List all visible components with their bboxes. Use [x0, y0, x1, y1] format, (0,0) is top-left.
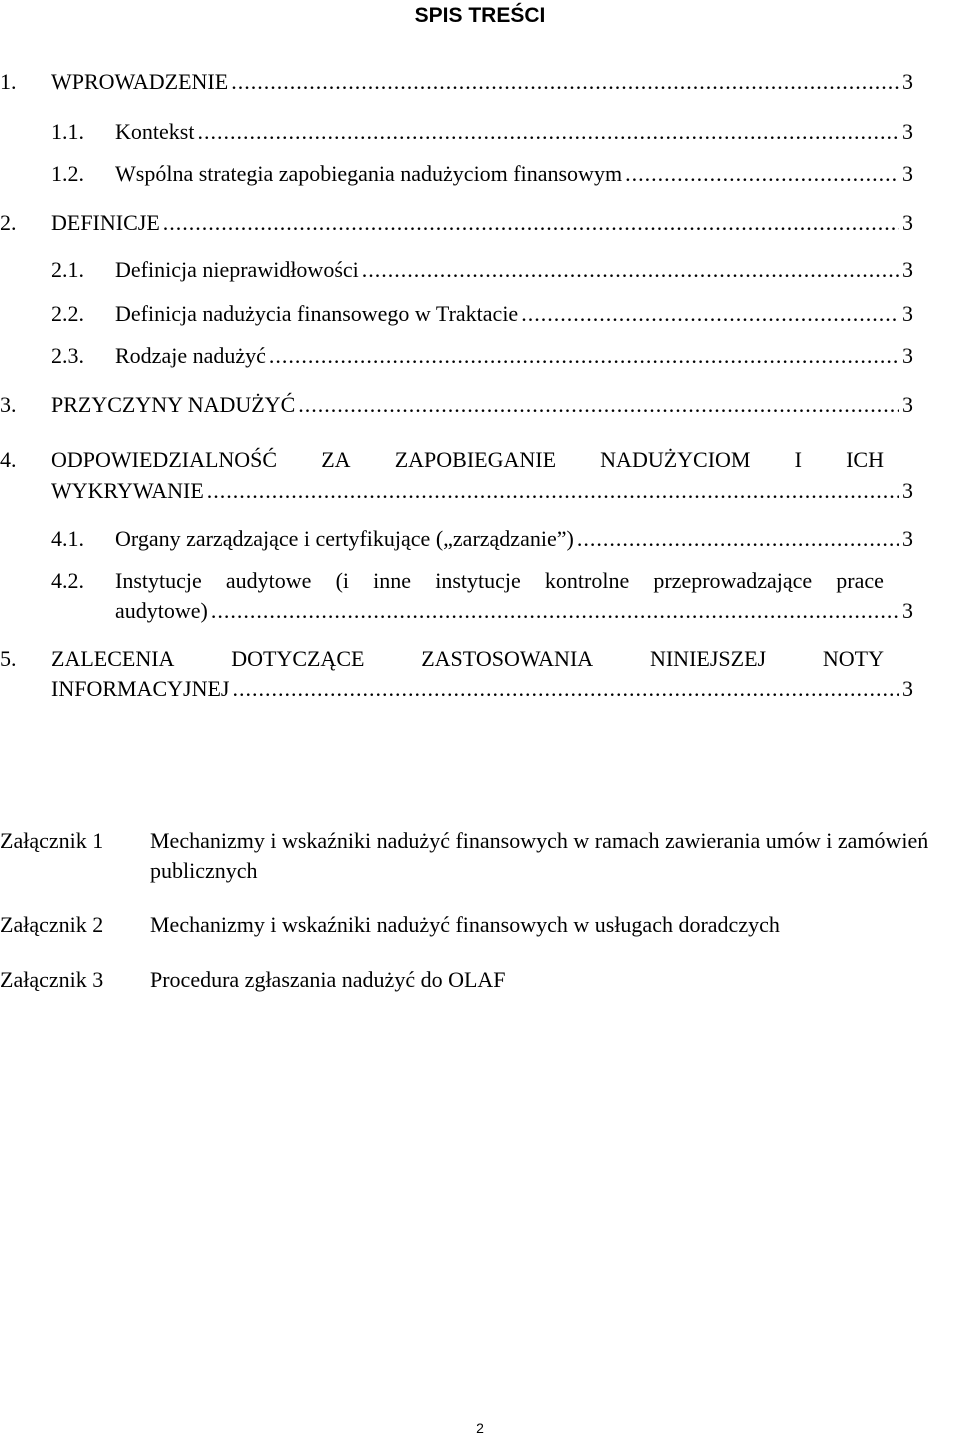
leader-dots: [298, 391, 899, 419]
toc-entry-2-3[interactable]: [51, 342, 913, 370]
toc-entry-number: 3.: [0, 392, 17, 417]
toc-entry-number: 1.2.: [51, 161, 84, 186]
toc-entry-label: Wspólna strategia zapobiegania nadużyciom finansowym: [115, 161, 623, 186]
label-word: audytowe: [225, 568, 312, 593]
label-word: (i: [335, 568, 350, 593]
leader-dots: [211, 597, 899, 625]
toc-entry-page: 3: [902, 343, 913, 368]
leader-dots: [232, 675, 899, 703]
annex-key: Załącznik 2: [0, 912, 104, 937]
label-word: ZALECENIA: [51, 646, 175, 671]
toc-entry-number: 2.2.: [51, 301, 84, 326]
label-word: prace: [836, 568, 884, 593]
toc-entry-number: 2.3.: [51, 343, 84, 368]
leader-dots: [577, 525, 899, 553]
leader-dots: [521, 300, 899, 328]
toc-entry-number: 4.: [0, 447, 17, 472]
toc-entry-label-line1: [51, 446, 884, 474]
toc-entry-4-1[interactable]: [51, 525, 913, 553]
toc-entry-page: 3: [902, 257, 913, 282]
toc-entry-label-line2: [51, 477, 913, 505]
toc-entry-1[interactable]: [0, 68, 913, 96]
annex-key: Załącznik 1: [0, 828, 104, 853]
toc-entry-2[interactable]: [0, 209, 913, 237]
annex-description: Mechanizmy i wskaźniki nadużyć finansowych w usługach doradczych: [150, 912, 780, 937]
toc-entry-label-line1: [115, 567, 884, 595]
toc-entry-number: 5.: [0, 646, 17, 671]
label-word: instytucje: [435, 568, 521, 593]
toc-entry-label: DEFINICJE: [51, 210, 160, 235]
toc-entry-label: Kontekst: [115, 119, 195, 144]
leader-dots: [207, 477, 899, 505]
toc-entry-page: 3: [902, 161, 913, 186]
toc-entry-label: Definicja nieprawidłowości: [115, 257, 359, 282]
leader-dots: [231, 68, 899, 96]
toc-entry-number: 4.2.: [51, 568, 84, 593]
label-word: ICH: [846, 447, 884, 472]
toc-entry-label: WYKRYWANIE: [51, 478, 204, 503]
leader-dots: [163, 209, 899, 237]
label-word: kontrolne: [544, 568, 630, 593]
toc-entry-label-line2: [51, 675, 913, 703]
label-word: ZA: [321, 447, 351, 472]
toc-entry-page: 3: [902, 69, 913, 94]
leader-dots: [362, 256, 899, 284]
toc-entry-page: 3: [902, 119, 913, 144]
label-word: inne: [373, 568, 412, 593]
toc-entry-2-1[interactable]: [51, 256, 913, 284]
toc-entry-page: 3: [902, 301, 913, 326]
toc-entry-label: INFORMACYJNEJ: [51, 676, 230, 701]
annex-description: Procedura zgłaszania nadużyć do OLAF: [150, 967, 506, 992]
toc-entry-1-2[interactable]: [51, 160, 913, 188]
toc-entry-page: 3: [902, 676, 913, 701]
toc-entry-3[interactable]: [0, 391, 913, 419]
toc-entry-2-2[interactable]: [51, 300, 913, 328]
label-word: Instytucje: [115, 568, 202, 593]
toc-entry-label-line1: [51, 645, 884, 673]
annex-key: Załącznik 3: [0, 967, 104, 992]
toc-entry-page: 3: [902, 526, 913, 551]
label-word: NADUŻYCIOM: [600, 447, 751, 472]
label-word: NINIEJSZEJ: [649, 646, 767, 671]
toc-entry-number: 2.1.: [51, 257, 84, 282]
annex-description: Mechanizmy i wskaźniki nadużyć finansowych w ramach zawierania umów i zamówień publicznych: [150, 828, 929, 883]
page-title: SPIS TREŚCI: [414, 4, 546, 27]
toc-entry-label-line2: [115, 597, 913, 625]
leader-dots: [197, 118, 899, 146]
toc-entry-label: audytowe): [115, 598, 208, 623]
toc-entry-1-1[interactable]: [51, 118, 913, 146]
toc-entry-label: WPROWADZENIE: [51, 69, 229, 94]
label-word: ZAPOBIEGANIE: [394, 447, 557, 472]
label-word: ZASTOSOWANIA: [421, 646, 594, 671]
label-word: ODPOWIEDZIALNOŚĆ: [51, 447, 278, 472]
toc-entry-number: 2.: [0, 210, 17, 235]
toc-entry-page: 3: [902, 478, 913, 503]
toc-entry-number: 1.: [0, 69, 17, 94]
toc-entry-number: 1.1.: [51, 119, 84, 144]
toc-entry-page: 3: [902, 598, 913, 623]
toc-entry-page: 3: [902, 392, 913, 417]
leader-dots: [625, 160, 899, 188]
page-number: 2: [476, 1420, 484, 1436]
label-word: przeprowadzające: [653, 568, 813, 593]
label-word: I: [794, 447, 802, 472]
label-word: NOTY: [822, 646, 884, 671]
toc-entry-label: PRZYCZYNY NADUŻYĆ: [51, 392, 296, 417]
toc-entry-label: Definicja nadużycia finansowego w Traktacie: [115, 301, 519, 326]
toc-entry-label: Organy zarządzające i certyfikujące („zarządzanie”): [115, 526, 574, 551]
toc-entry-label: Rodzaje nadużyć: [115, 343, 266, 368]
leader-dots: [269, 342, 899, 370]
label-word: DOTYCZĄCE: [231, 646, 365, 671]
toc-entry-page: 3: [902, 210, 913, 235]
toc-entry-number: 4.1.: [51, 526, 84, 551]
